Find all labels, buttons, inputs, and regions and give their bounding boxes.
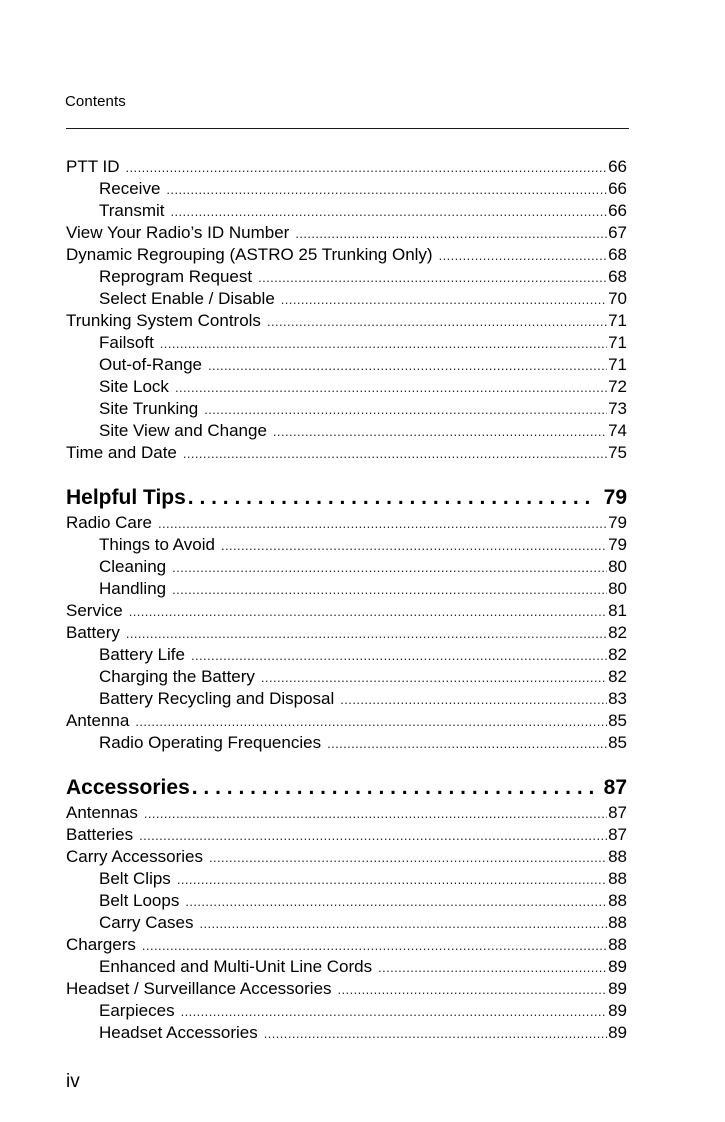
toc-entry-title: Battery Recycling and Disposal — [99, 689, 335, 708]
section-page: 79 — [603, 486, 627, 509]
toc-entry-title: Time and Date — [66, 443, 177, 462]
toc-entry-page: 88 — [608, 847, 627, 866]
toc-entry-page: 88 — [608, 869, 627, 888]
toc-entry-page: 87 — [608, 825, 627, 844]
dot-leader — [327, 733, 607, 755]
toc-entry-page: 68 — [608, 267, 627, 286]
dot-leader — [166, 179, 607, 201]
toc-entry-page: 88 — [608, 913, 627, 932]
toc-entry-title: Out-of-Range — [99, 355, 202, 374]
toc-entry-title: Service — [66, 601, 123, 620]
dot-leader — [209, 847, 607, 869]
toc-subentry[interactable] — [66, 420, 627, 442]
toc-subentry[interactable] — [66, 578, 627, 600]
toc-subentry[interactable] — [66, 732, 627, 754]
dot-leader — [139, 825, 607, 847]
dot-leader — [191, 645, 607, 667]
dot-leader — [185, 891, 607, 913]
dot-leader — [175, 377, 607, 399]
dot-leader — [273, 421, 607, 443]
dot-leader — [160, 333, 607, 355]
toc-entry-page: 89 — [608, 1023, 627, 1042]
toc-entry-title: Belt Loops — [99, 891, 180, 910]
toc-entry-page: 80 — [608, 557, 627, 576]
header-rule — [66, 128, 629, 129]
toc-entry-page: 82 — [608, 645, 627, 664]
toc-entry-page: 83 — [608, 689, 627, 708]
dot-leader — [183, 443, 607, 465]
toc-entry-page: 85 — [608, 711, 627, 730]
dot-leader — [199, 913, 607, 935]
toc-subentry[interactable] — [66, 376, 627, 398]
dot-leader — [204, 399, 607, 421]
toc-subentry[interactable] — [66, 644, 627, 666]
toc-entry-page: 80 — [608, 579, 627, 598]
toc-entry-page: 82 — [608, 623, 627, 642]
toc-subentry[interactable] — [66, 1000, 627, 1022]
dot-leader — [171, 201, 608, 223]
toc-entry-title: PTT ID — [66, 157, 120, 176]
toc-subentry[interactable] — [66, 354, 627, 376]
dot-leader — [338, 979, 608, 1001]
dot-leader — [181, 1001, 607, 1023]
toc-subentry[interactable] — [66, 868, 627, 890]
section-accessories[interactable] — [66, 774, 627, 802]
dot-leader — [378, 957, 607, 979]
toc-subentry[interactable] — [66, 890, 627, 912]
toc-entry-page: 74 — [608, 421, 627, 440]
dot-leader — [135, 711, 607, 733]
toc-entry-title: Handling — [99, 579, 167, 598]
toc-entry-title: Batteries — [66, 825, 134, 844]
toc-entry-title: Antenna — [66, 711, 130, 730]
dot-leader — [258, 267, 607, 289]
toc-entry-page: 88 — [608, 935, 627, 954]
toc-subentry[interactable] — [66, 178, 627, 200]
dot-leader — [144, 803, 607, 825]
toc-subentry[interactable] — [66, 534, 627, 556]
section-page: 87 — [603, 776, 627, 799]
toc-entry[interactable] — [66, 244, 627, 266]
toc-entry[interactable] — [66, 846, 627, 868]
toc-entry[interactable] — [66, 824, 627, 846]
toc-entry-title: Antennas — [66, 803, 138, 822]
running-header: Contents — [65, 93, 126, 110]
page-number: iv — [66, 1071, 80, 1092]
toc-subentry[interactable] — [66, 666, 627, 688]
toc-entry-title: Carry Cases — [99, 913, 194, 932]
toc-entry-title: Transmit — [99, 201, 165, 220]
toc-subentry[interactable] — [66, 266, 627, 288]
toc-entry-title: Radio Operating Frequencies — [99, 733, 322, 752]
toc-entry[interactable] — [66, 310, 627, 332]
toc-entry-title: Belt Clips — [99, 869, 171, 888]
toc-entry-title: Site View and Change — [99, 421, 267, 440]
toc-entry-title: Reprogram Request — [99, 267, 253, 286]
toc-entry[interactable] — [66, 934, 627, 956]
dot-leader — [172, 579, 607, 601]
toc-entry-page: 87 — [608, 803, 627, 822]
toc-entry-title: Failsoft — [99, 333, 154, 352]
toc-subentry[interactable] — [66, 912, 627, 934]
toc-entry-page: 79 — [608, 535, 627, 554]
dot-leader — [158, 513, 607, 535]
dot-leader — [126, 157, 608, 179]
toc-entry-page: 66 — [608, 157, 627, 176]
toc-subentry[interactable] — [66, 398, 627, 420]
toc-subentry[interactable] — [66, 288, 627, 310]
dot-leader — [295, 223, 607, 245]
dot-leader — [264, 1023, 607, 1045]
toc-entry-page: 66 — [608, 201, 627, 220]
toc-entry-page: 88 — [608, 891, 627, 910]
toc-entry-title: Things to Avoid — [99, 535, 215, 554]
toc-subentry[interactable] — [66, 1022, 627, 1044]
table-of-contents — [66, 156, 627, 1044]
section-spacer — [66, 754, 627, 774]
toc-entry-title: Chargers — [66, 935, 136, 954]
toc-entry-title: Headset Accessories — [99, 1023, 258, 1042]
toc-entry[interactable] — [66, 222, 627, 244]
dot-leader — [267, 311, 607, 333]
toc-subentry[interactable] — [66, 332, 627, 354]
toc-entry-title: Radio Care — [66, 513, 152, 532]
toc-entry-page: 75 — [608, 443, 627, 462]
toc-entry-page: 71 — [608, 333, 627, 352]
toc-entry-page: 89 — [608, 979, 627, 998]
toc-entry[interactable] — [66, 710, 627, 732]
dot-leader — [129, 601, 607, 623]
dot-leader — [172, 557, 607, 579]
dot-leader — [340, 689, 607, 711]
toc-subentry[interactable] — [66, 200, 627, 222]
toc-entry-title: Earpieces — [99, 1001, 175, 1020]
toc-entry[interactable] — [66, 978, 627, 1000]
dot-leader — [177, 869, 607, 891]
toc-subentry[interactable] — [66, 556, 627, 578]
toc-entry-title: Carry Accessories — [66, 847, 203, 866]
dot-leader — [261, 667, 607, 689]
section-title: Helpful Tips — [66, 486, 186, 509]
section-helpful-tips[interactable] — [66, 484, 627, 512]
toc-entry-title: Dynamic Regrouping (ASTRO 25 Trunking Only) — [66, 245, 433, 264]
toc-entry-page: 66 — [608, 179, 627, 198]
toc-entry-title: Battery Life — [99, 645, 185, 664]
toc-entry-page: 73 — [608, 399, 627, 418]
toc-subentry[interactable] — [66, 956, 627, 978]
toc-entry-page: 67 — [608, 223, 627, 242]
toc-entry-title: Enhanced and Multi-Unit Line Cords — [99, 957, 373, 976]
toc-entry[interactable] — [66, 622, 627, 644]
toc-entry-page: 85 — [608, 733, 627, 752]
toc-subentry[interactable] — [66, 688, 627, 710]
toc-entry-page: 89 — [608, 1001, 627, 1020]
toc-entry[interactable] — [66, 156, 627, 178]
toc-entry[interactable] — [66, 442, 627, 464]
dot-leader — [186, 484, 596, 512]
toc-entry-page: 89 — [608, 957, 627, 976]
toc-entry-title: Site Lock — [99, 377, 169, 396]
toc-entry-title: Cleaning — [99, 557, 167, 576]
dot-leader — [208, 355, 607, 377]
toc-entry-title: View Your Radio’s ID Number — [66, 223, 290, 242]
toc-entry-page: 68 — [608, 245, 627, 264]
toc-entry-title: Trunking System Controls — [66, 311, 261, 330]
dot-leader — [281, 289, 607, 311]
section-spacer — [66, 464, 627, 484]
dot-leader — [221, 535, 607, 557]
toc-entry-page: 71 — [608, 311, 627, 330]
dot-leader — [439, 245, 607, 267]
toc-entry-page: 71 — [608, 355, 627, 374]
dot-leader — [126, 623, 607, 645]
dot-leader — [190, 774, 596, 802]
toc-entry-page: 70 — [608, 289, 627, 308]
toc-entry-title: Site Trunking — [99, 399, 199, 418]
dot-leader — [142, 935, 607, 957]
toc-entry-title: Headset / Surveillance Accessories — [66, 979, 332, 998]
toc-entry-title: Select Enable / Disable — [99, 289, 275, 308]
toc-entry-title: Receive — [99, 179, 161, 198]
toc-entry-title: Charging the Battery — [99, 667, 255, 686]
toc-entry[interactable] — [66, 512, 627, 534]
toc-entry-page: 82 — [608, 667, 627, 686]
toc-entry-page: 72 — [608, 377, 627, 396]
toc-entry[interactable] — [66, 600, 627, 622]
section-title: Accessories — [66, 776, 190, 799]
toc-entry[interactable] — [66, 802, 627, 824]
toc-entry-title: Battery — [66, 623, 120, 642]
toc-entry-page: 79 — [608, 513, 627, 532]
toc-entry-page: 81 — [608, 601, 627, 620]
